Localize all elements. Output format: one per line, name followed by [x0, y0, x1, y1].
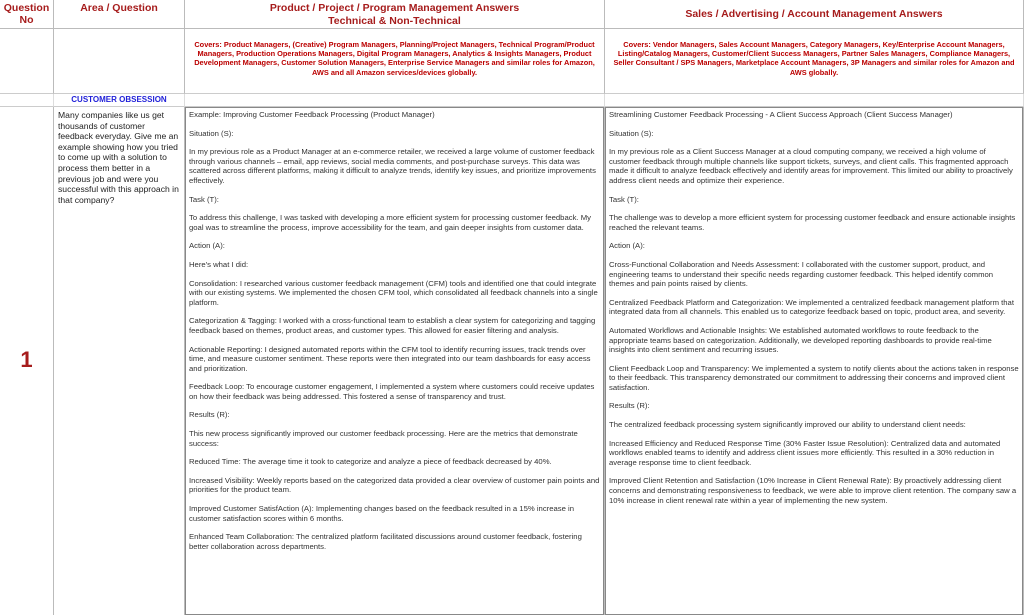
- sales_answer-paragraph: Increased Efficiency and Reduced Response Time (30% Faster Issue Resolution): Centralized data and automated workflows enabled teams to identify and address client issues more efficiently. This resulted in a 30% reduction in average response time to client feedback.: [609, 438, 1001, 467]
- sales_answer-paragraph: Streamlining Customer Feedback Processing - A Client Success Approach (Client Success Manager): [609, 110, 953, 119]
- product_answer-paragraph: Feedback Loop: To encourage customer engagement, I implemented a system where customers could receive updates on how their feedback was being addressed. This fostered a sense of transparency and trust.: [189, 382, 595, 401]
- product_answer-paragraph: Situation (S):: [189, 128, 234, 138]
- product_answer-paragraph: Improved Customer SatisfAction (A): Implementing changes based on the feedback resulted in a 15% increase in customer satisfaction scores within 6 months.: [189, 504, 575, 523]
- sales-answer-text: [605, 107, 1023, 615]
- product_answer-paragraph: Action (A):: [189, 241, 225, 251]
- product_answer-paragraph: Results (R):: [189, 410, 230, 420]
- covers-blank-cell-1[interactable]: [0, 29, 54, 94]
- product_answer-paragraph: Actionable Reporting: I designed automated reports within the CFM tool to identify recurring issues, track trends over time, and measure customer sentiment. These reports were then integrated into our team dashboards for easy access and prioritization.: [189, 344, 591, 373]
- product_answer-paragraph: Consolidation: I researched various customer feedback management (CFM) tools and identified one that could integrate with our existing systems. We implemented the chosen CFM tool, which consolidated all feedback channels into a single platform.: [189, 278, 598, 307]
- sales_answer-paragraph: The challenge was to develop a more efficient system for processing customer feedback and ensure actionable insights reached the relevant teams.: [609, 213, 1016, 232]
- product-answer-cell[interactable]: [185, 107, 605, 615]
- sales_answer-paragraph: Cross-Functional Collaboration and Needs Assessment: I collaborated with the customer support, product, and engineering teams to understand their specific needs regarding customer feedback. This helped identify common themes and pain points raised by clients.: [609, 259, 994, 289]
- sales_answer-paragraph: The centralized feedback processing system significantly improved our ability to understand client needs:: [609, 420, 966, 430]
- section-blank-cell-4[interactable]: [605, 94, 1024, 107]
- question-number[interactable]: 1: [0, 107, 54, 615]
- product_answer-paragraph: Categorization & Tagging: I worked with a cross-functional team to establish a clear system for categorizing and tagging feedback based on themes, product areas, and customer types. This allowed for easier filtering and analysis.: [189, 316, 596, 335]
- covers-sales-cell[interactable]: Covers: Vendor Managers, Sales Account Managers, Category Managers, Key/Enterprise Account Managers, Listing/Catalog Managers, Customer/Client Success Managers, Partner Sales Managers, Compliance Managers, Seller Consultant / SPS Managers, Marketplace Account Managers, 3P Managers and similar roles for Amazon and AWS globally.: [605, 29, 1024, 94]
- product_answer-paragraph: Reduced Time: The average time it took to categorize and analyze a piece of feedback decreased by 40%.: [189, 457, 552, 467]
- header-product-answers[interactable]: [185, 0, 605, 29]
- covers-blank-cell-2[interactable]: [54, 29, 185, 94]
- section-blank-cell[interactable]: [0, 94, 54, 107]
- sales_answer-paragraph: Results (R):: [609, 401, 650, 411]
- sales_answer-paragraph: Improved Client Retention and Satisfaction (10% Increase in Client Renewal Rate): By proactively addressing client concerns and demonstrating responsiveness to feedback, we were able to improve client retention. The company saw a 10% increase in client renewal rate within a year of implementing the new system.: [609, 476, 1017, 505]
- header-question-no[interactable]: Question No: [0, 0, 54, 29]
- sales_answer-paragraph: Client Feedback Loop and Transparency: We implemented a system to notify clients about the actions taken in response to their feedback. This transparency demonstrated our commitment to addressing their concerns and improved client satisfaction.: [609, 363, 1019, 392]
- sales_answer-paragraph: Automated Workflows and Actionable Insights: We established automated workflows to route feedback to the appropriate teams based on categorization. Additionally, we developed reporting dashboards to provide real-time insights into client sentiment and recurring issues.: [609, 325, 992, 355]
- section-label[interactable]: CUSTOMER OBSESSION: [54, 94, 185, 107]
- product-answer-text: [185, 107, 604, 615]
- product_answer-paragraph: This new process significantly improved our customer feedback processing. Here are the metrics that demonstrate success:: [189, 429, 578, 448]
- header-sales-answers[interactable]: Sales / Advertising / Account Management Answers: [605, 0, 1024, 29]
- sales_answer-paragraph: Situation (S):: [609, 128, 654, 138]
- product_answer-paragraph: Task (T):: [189, 194, 219, 204]
- header-area-question[interactable]: Area / Question: [54, 0, 185, 29]
- sales_answer-paragraph: Task (T):: [609, 194, 639, 204]
- question-text[interactable]: Many companies like us get thousands of customer feedback everyday. Give me an example showing how you tried to come up with a solution to process them better in a previous job and were you successful with this approach in that company?: [54, 107, 185, 615]
- product_answer-paragraph: Increased Visibility: Weekly reports based on the categorized data provided a clear overview of customer pain points and priorities for the product team.: [189, 475, 600, 495]
- sales_answer-paragraph: In my previous role as a Client Success Manager at a cloud computing company, we received a high volume of customer feedback through multiple channels like support tickets, surveys, and client calls. This fragmented approach made it difficult to analyze feedback effectively and identify areas for improvement. This limited our ability to proactively address client needs and optimize their experience.: [609, 147, 1013, 185]
- product_answer-paragraph: In my previous role as a Product Manager at an e-commerce retailer, we received a large volume of customer feedback through various channels – email, app reviews, social media comments, and post-purchase surveys. This data was scattered across different platforms, making it difficult to analyze trends, identify key issues, and prioritize improvements effectively.: [189, 147, 596, 185]
- header-product-line2: Technical & Non-Technical: [328, 14, 461, 27]
- section-blank-cell-3[interactable]: [185, 94, 605, 107]
- header-product-line1: Product / Project / Program Management Answers: [269, 2, 520, 14]
- product_answer-paragraph: Here's what I did:: [189, 259, 249, 269]
- product_answer-paragraph: Example: Improving Customer Feedback Processing (Product Manager): [189, 110, 435, 119]
- sales_answer-paragraph: Centralized Feedback Platform and Categorization: We implemented a centralized feedback management platform that integrated data from all channels. This enabled us to categorize feedback based on topic, product area, and severity.: [609, 297, 1014, 317]
- sales-answer-cell[interactable]: [605, 107, 1024, 615]
- sales_answer-paragraph: Action (A):: [609, 241, 645, 251]
- product_answer-paragraph: To address this challenge, I was tasked with developing a more efficient system for processing customer feedback. My goal was to streamline the process, improve accessibility for the team, and gain deeper insights from customer data.: [189, 213, 591, 232]
- covers-product-cell[interactable]: Covers: Product Managers, (Creative) Program Managers, Planning/Project Managers, Technical Program/Product Managers, Production Operations Managers, Digital Program Managers, Analytics & Insights Managers, Product Development Managers, Customer Solution Managers, Enterprise Service Managers and similar roles for Amazon, AWS and all Amazon services/devices globally.: [185, 29, 605, 94]
- product_answer-paragraph: Enhanced Team Collaboration: The centralized platform facilitated discussions around customer feedback, fostering better collaboration across departments.: [189, 532, 582, 551]
